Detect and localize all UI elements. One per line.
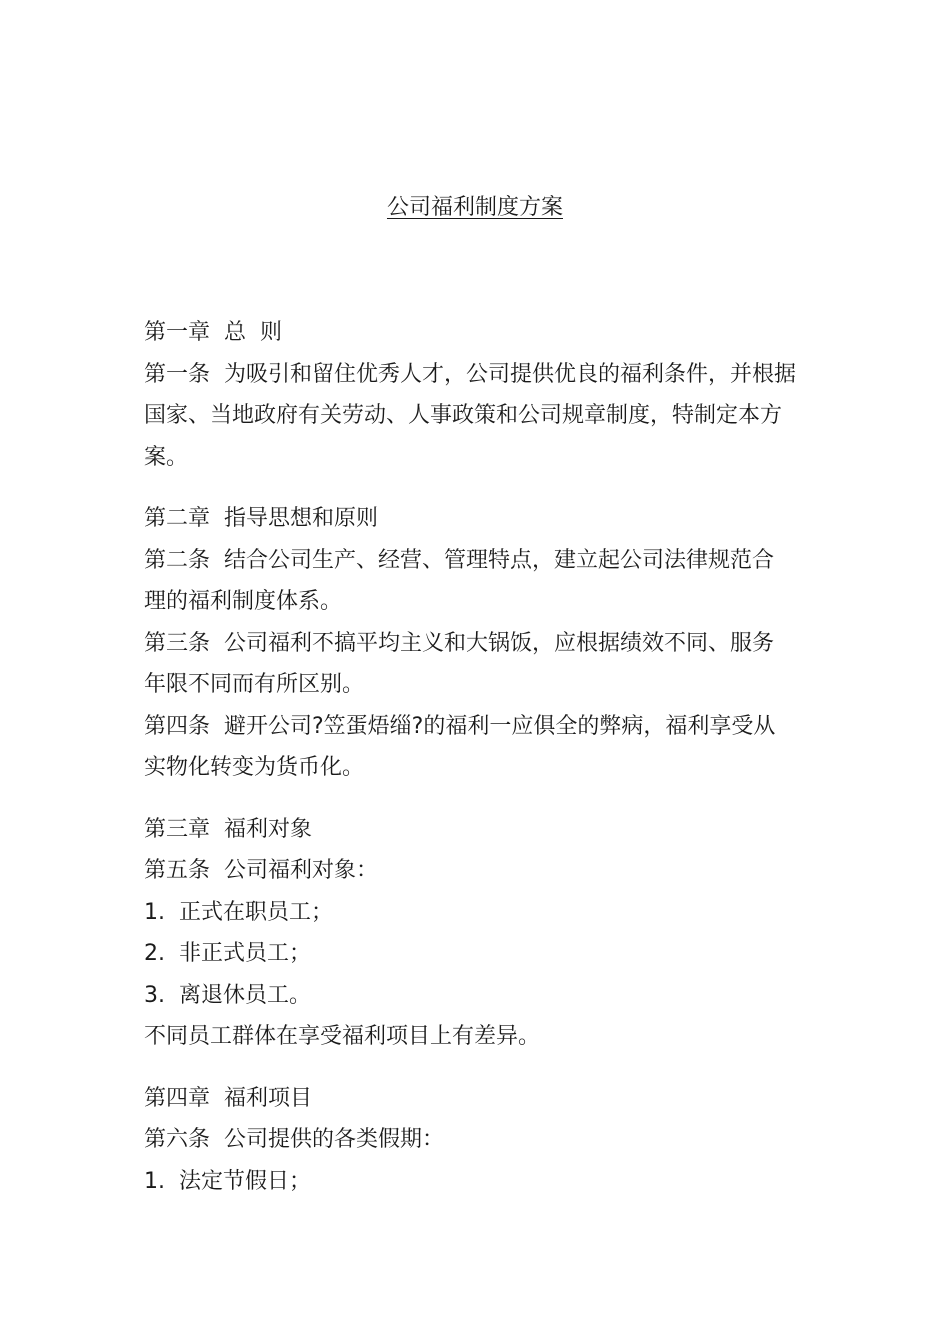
chapter-heading: 第四章 福利项目 xyxy=(144,1085,312,1111)
document-body xyxy=(144,312,810,1202)
chapter-heading: 第一章 总 则 xyxy=(144,320,282,345)
paragraph-line: 第四条 避开公司?笠蛋焐缁?的福利一应俱全的弊病，福利享受从 xyxy=(144,713,776,739)
paragraph-line: 理的福利制度体系。 xyxy=(144,589,343,614)
paragraph-line: 第六条 公司提供的各类假期： xyxy=(144,1127,444,1152)
paragraph-line: 第五条 公司福利对象： xyxy=(144,858,378,883)
paragraph-line: 1. 正式在职员工； xyxy=(144,899,333,925)
paragraph-line: 2. 非正式员工； xyxy=(144,941,311,966)
paragraph-line: 第二条 结合公司生产、经营、管理特点，建立起公司法律规范合 xyxy=(144,547,774,573)
section-gap xyxy=(144,1058,810,1078)
paragraph-line: 第三条 公司福利不搞平均主义和大锅饭，应根据绩效不同、服务 xyxy=(144,630,774,656)
paragraph-line: 不同员工群体在享受福利项目上有差异。 xyxy=(144,1024,541,1049)
paragraph-line: 1. 法定节假日； xyxy=(144,1168,311,1194)
paragraph-line: 实物化转变为货币化。 xyxy=(144,755,365,780)
document-title: 公司福利制度方案 xyxy=(386,195,563,220)
paragraph-line: 年限不同而有所区别。 xyxy=(144,672,365,697)
section-gap xyxy=(144,789,810,809)
document-title-wrap xyxy=(0,192,950,224)
section-gap xyxy=(144,478,810,498)
paragraph-line: 案。 xyxy=(144,444,189,470)
chapter-heading: 第二章 指导思想和原则 xyxy=(144,506,378,531)
chapter-heading: 第三章 福利对象 xyxy=(144,816,312,842)
paragraph-line: 国家、当地政府有关劳动、人事政策和公司规章制度，特制定本方 xyxy=(144,403,783,428)
paragraph-line: 3. 离退休员工。 xyxy=(144,982,311,1008)
paragraph-line: 第一条 为吸引和留住优秀人才，公司提供优良的福利条件，并根据 xyxy=(144,361,796,387)
